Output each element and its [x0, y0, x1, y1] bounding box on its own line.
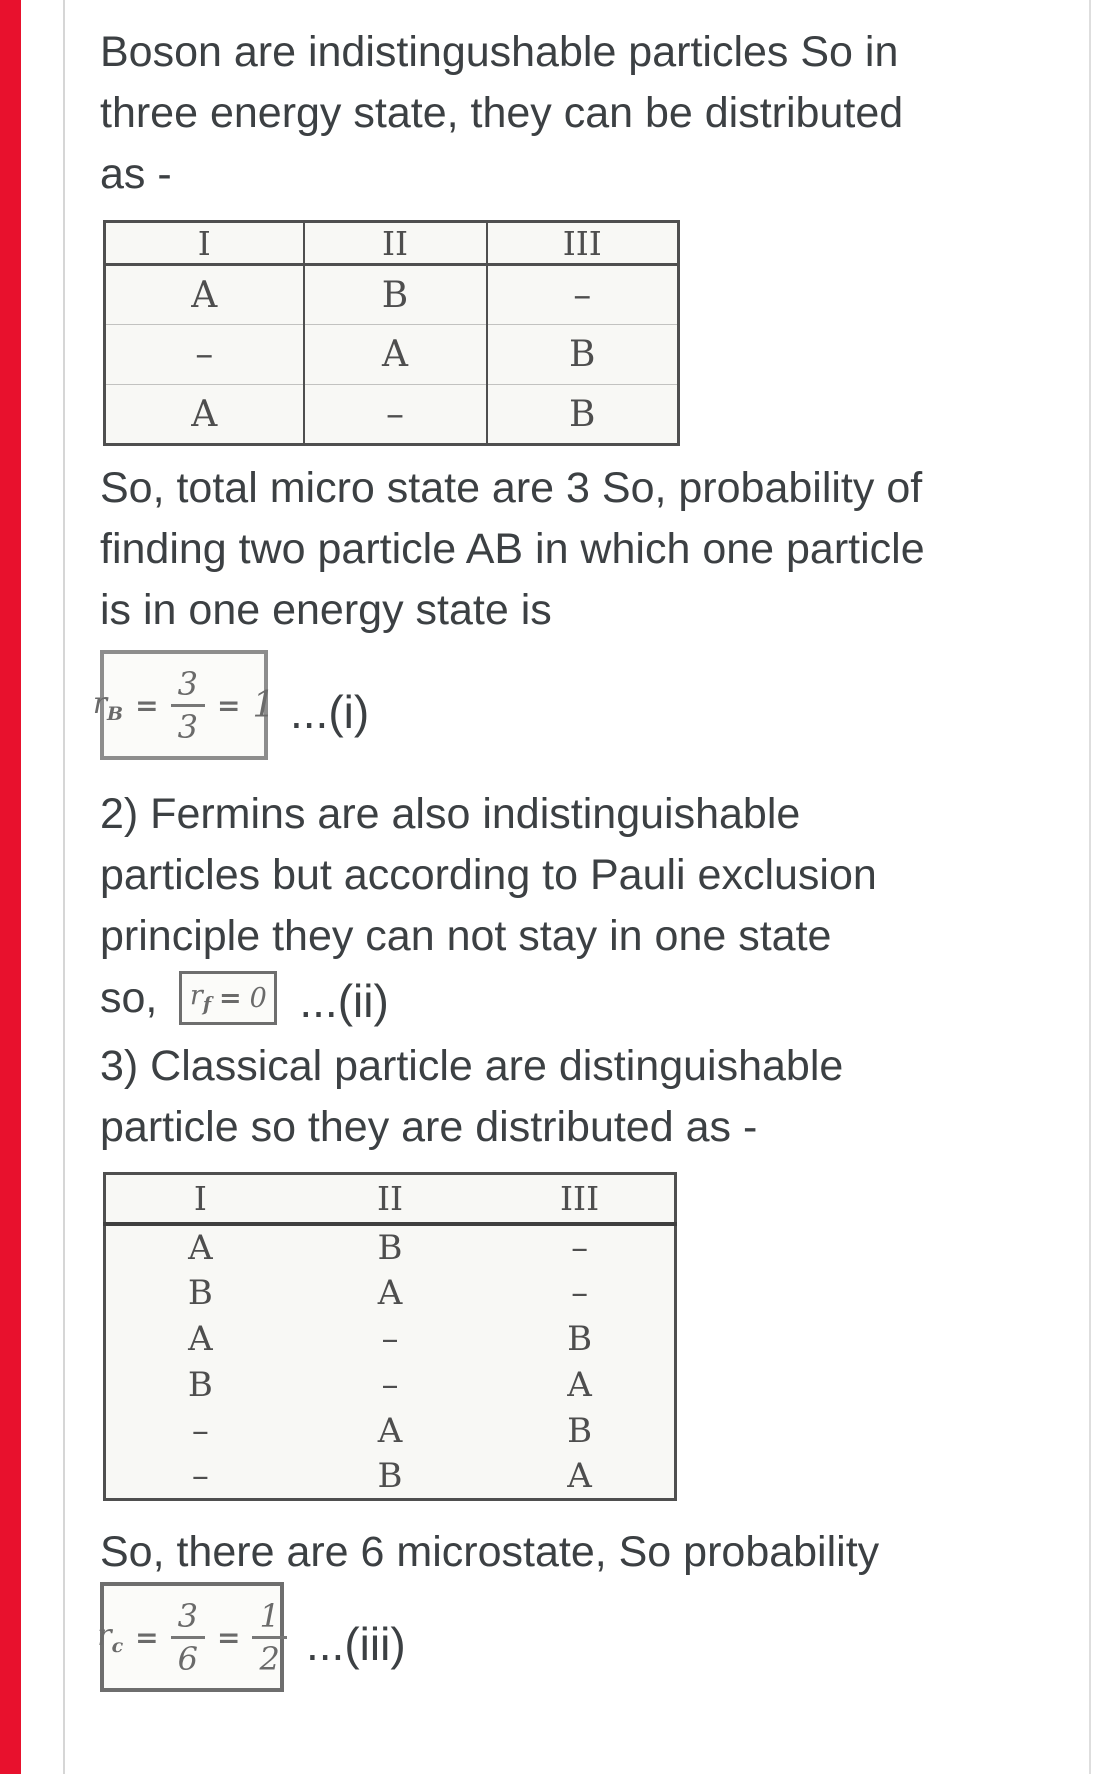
equals-sign: = [135, 688, 159, 722]
text-line: So, total micro state are 3 So, probability of [100, 464, 923, 512]
boson-distribution-table [103, 220, 680, 446]
fraction-numerator: 3 [171, 1598, 205, 1639]
table-cell: A [377, 1410, 403, 1451]
equation-row-i [92, 650, 370, 760]
text-line: is in one energy state is [100, 586, 552, 634]
equals-sign: = [135, 1620, 159, 1654]
text-line: Boson are indistingushable particles So in [100, 28, 899, 76]
table-row [105, 1316, 676, 1362]
column-header: II [304, 222, 487, 265]
table-header-row [105, 222, 679, 265]
table-row [105, 325, 679, 385]
equals-sign: = [216, 1620, 241, 1654]
table-cell: B [487, 325, 679, 385]
table-cell: – [381, 1364, 399, 1405]
table-cell: B [187, 1364, 213, 1405]
fraction [171, 666, 205, 745]
table-cell: A [188, 1227, 213, 1268]
table-cell: – [381, 1318, 399, 1359]
equation-row-iii [97, 1582, 406, 1692]
column-header: I [105, 222, 304, 265]
table-cell: A [567, 1455, 592, 1496]
table-cell: A [188, 1318, 213, 1359]
equation-result: 1 [252, 684, 276, 726]
equals-sign: = [216, 688, 241, 722]
table-cell: – [487, 265, 679, 325]
text-line: particle so they are distributed as - [100, 1103, 758, 1151]
table-cell: B [567, 1318, 593, 1359]
table-cell: A [105, 385, 304, 445]
table-cell: – [571, 1272, 589, 1313]
equation-variable: $r_c$ [97, 1617, 124, 1657]
table-cell: B [187, 1272, 213, 1313]
text-line: particles but according to Pauli exclusion [100, 851, 877, 899]
text-line: three energy state, they can be distributed [100, 89, 904, 137]
table-row [105, 1270, 676, 1316]
paragraph-microstates-3 [100, 458, 1040, 641]
paragraph-classical [100, 1036, 1040, 1158]
text-line: So, there are 6 microstate, So probability [100, 1528, 880, 1576]
table-header-row [105, 1174, 676, 1224]
table-cell: B [377, 1227, 403, 1268]
fraction-denominator: 6 [177, 1639, 198, 1678]
fraction-denominator: 3 [177, 707, 198, 746]
table-cell: A [377, 1272, 403, 1313]
equation-label-iii: ...(iii) [306, 1618, 406, 1670]
text-line: 2) Fermins are also indistinguishable [100, 790, 801, 838]
table-cell: B [567, 1410, 593, 1451]
paragraph-boson [100, 22, 1040, 205]
table-row [105, 385, 679, 445]
equation-result: 0 [249, 982, 267, 1014]
table-cell: A [191, 274, 218, 316]
column-header: II [295, 1174, 485, 1224]
equation-variable: $r_B$ [92, 685, 124, 725]
text-line: finding two particle AB in which one particle [100, 525, 925, 573]
left-divider-line [63, 0, 65, 1774]
text-line: as - [100, 150, 172, 198]
table-cell: – [304, 385, 487, 445]
table-cell: – [191, 1410, 209, 1451]
table-cell: B [487, 385, 679, 445]
column-header: III [487, 222, 679, 265]
left-accent-strip [0, 0, 21, 1774]
table-cell: A [304, 325, 487, 385]
classical-distribution-table [103, 1172, 677, 1501]
table-row [105, 1224, 676, 1270]
equation-row-ii [100, 962, 389, 1034]
table-row [105, 1454, 676, 1500]
table-row [105, 1362, 676, 1408]
table-cell: B [377, 1455, 403, 1496]
text-line: 3) Classical particle are distinguishable [100, 1042, 844, 1090]
equation-label-i: ...(i) [290, 686, 370, 738]
paragraph-fermions [100, 784, 1040, 967]
fraction-numerator: 3 [171, 666, 205, 707]
equation-label-ii: ...(ii) [299, 975, 389, 1027]
text-line: principle they can not stay in one state [100, 912, 832, 960]
right-divider-line [1089, 0, 1091, 1774]
table-cell: – [105, 325, 304, 385]
fraction-numerator: 1 [252, 1598, 286, 1639]
table-cell: – [571, 1227, 589, 1268]
column-header: III [485, 1174, 675, 1224]
table-cell: B [304, 265, 487, 325]
table-cell: A [567, 1364, 592, 1405]
paragraph-microstates-6 [100, 1522, 1040, 1583]
text-prefix: so, [100, 973, 158, 1022]
table-cell: – [191, 1455, 209, 1496]
equals-sign: = [219, 982, 242, 1014]
column-header: I [105, 1174, 295, 1224]
table-row [105, 265, 679, 325]
equation-box-i [92, 650, 276, 760]
fraction [171, 1598, 205, 1677]
fraction-denominator: 2 [259, 1639, 280, 1678]
table-row [105, 1408, 676, 1454]
fraction [252, 1598, 286, 1677]
solution-content [92, 0, 1060, 1774]
equation-box-iii [97, 1582, 284, 1692]
equation-variable: $r_f$ [189, 980, 212, 1016]
equation-box-ii [179, 971, 277, 1025]
